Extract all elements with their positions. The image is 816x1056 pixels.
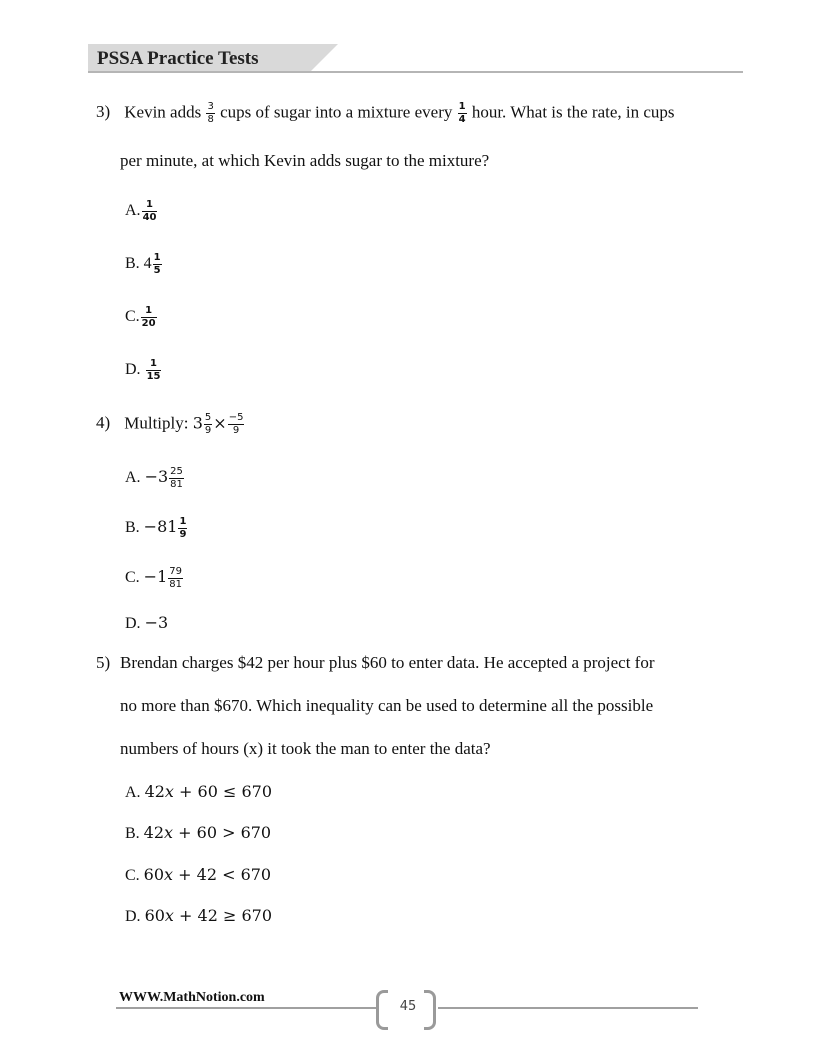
fraction: $\frac{5}{9}$	[204, 412, 212, 436]
fraction: $\frac{1}{5}$	[153, 252, 161, 276]
question-number: 5)	[96, 653, 111, 672]
header-tab-slant	[310, 44, 338, 72]
fraction: $\frac{79}{81}$	[169, 566, 182, 590]
q4-option-c[interactable]: C. −1 $\frac{79}{81}$	[125, 566, 182, 590]
page-number-bracket-left	[376, 990, 388, 1030]
header-rule	[88, 71, 743, 73]
q5-option-c[interactable]: C. 60𝑥 + 42 < 670	[125, 865, 272, 884]
fraction: $\frac{3}{8}$	[207, 101, 214, 125]
question-text: Multiply:	[124, 413, 189, 433]
q3-option-d[interactable]: D. $\frac{1}{15}$	[125, 358, 161, 382]
q5-option-b[interactable]: B. 42𝑥 + 60 > 670	[125, 823, 272, 842]
fraction: $\frac{1}{40}$	[142, 199, 157, 223]
q4-option-b[interactable]: B. −81 $\frac{1}{9}$	[125, 516, 187, 540]
q3-option-a[interactable]: A. $\frac{1}{40}$	[125, 199, 157, 223]
q5-option-d[interactable]: D. 60𝑥 + 42 ≥ 670	[125, 906, 272, 925]
question-text: hour. What is the rate, in cups	[471, 102, 675, 122]
footer-rule-right	[438, 1007, 698, 1009]
fraction: $\frac{1}{4}$	[458, 101, 466, 125]
times-sign: ×	[213, 413, 227, 433]
question-number: 4)	[96, 413, 111, 433]
fraction: $\frac{-5}{9}$	[228, 412, 244, 436]
header-title: PSSA Practice Tests	[97, 48, 259, 69]
question-4-line-1	[96, 413, 245, 436]
page-number: 45	[399, 999, 417, 1014]
question-5-line-1	[96, 653, 655, 673]
fraction: $\frac{1}{15}$	[146, 358, 161, 382]
fraction: $\frac{1}{9}$	[179, 516, 187, 540]
footer-rule-left	[116, 1007, 378, 1009]
question-text: cups of sugar into a mixture every	[220, 102, 453, 122]
q3-option-b[interactable]: B. 4 $\frac{1}{5}$	[125, 252, 161, 276]
question-text: Brendan charges $42 per hour plus $60 to enter data. He accepted a project for	[120, 653, 655, 672]
question-3-line-2: per minute, at which Kevin adds sugar to the mixture?	[120, 151, 490, 170]
q3-option-c[interactable]: C. $\frac{1}{20}$	[125, 305, 156, 329]
question-3-line-1	[96, 102, 675, 125]
question-5-line-3: numbers of hours (x) it took the man to enter the data?	[120, 739, 491, 758]
question-5-line-2: no more than $670. Which inequality can be used to determine all the possible	[120, 696, 654, 715]
q5-option-a[interactable]: A. 42𝑥 + 60 ≤ 670	[125, 782, 272, 801]
question-number: 3)	[96, 102, 111, 122]
fraction: $\frac{1}{20}$	[141, 305, 156, 329]
fraction: $\frac{25}{81}$	[170, 466, 183, 490]
q4-option-d[interactable]: D. −3	[125, 613, 169, 632]
footer-website: WWW.MathNotion.com	[119, 990, 265, 1005]
mixed-whole: 3	[192, 413, 203, 433]
q4-option-a[interactable]: A. −3 $\frac{25}{81}$	[125, 466, 183, 490]
question-text: Kevin adds	[124, 102, 202, 122]
